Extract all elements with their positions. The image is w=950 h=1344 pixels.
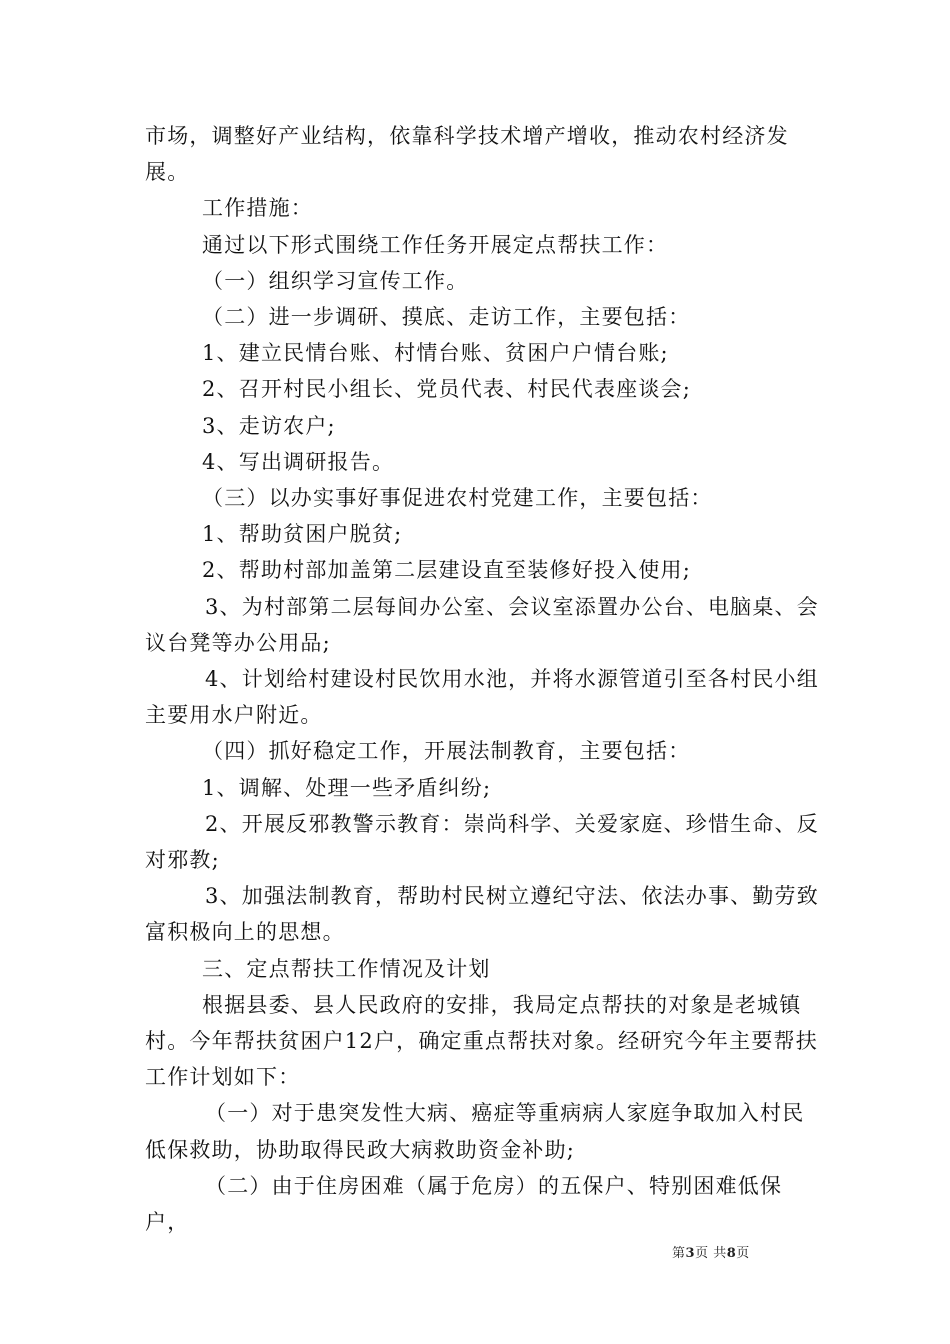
list-item: 3、为村部第二层每间办公室、会议室添置办公台、电脑桌、会议台凳等办公用品; (145, 594, 819, 655)
list-item: 3、加强法制教育，帮助村民树立遵纪守法、依法办事、勤劳致富积极向上的思想。 (145, 884, 819, 945)
paragraph-section-2: （二）进一步调研、摸底、走访工作，主要包括： (202, 305, 691, 330)
paragraph-section-3: （三）以办实事好事促进农村党建工作，主要包括： (202, 486, 713, 511)
list-item: 1、帮助贫困户脱贫; (202, 522, 403, 547)
paragraph-plan-intro: 根据县委、县人民政府的安排，我局定点帮扶的对象是老城镇村。今年帮扶贫困户12户，确定重点帮扶对象。经研究今年主要帮扶工作计划如下： (145, 992, 818, 1090)
page-number-footer (672, 1242, 750, 1261)
paragraph-market: 市场，调整好产业结构，依靠科学技术增产增收，推动农村经济发展。 (145, 124, 789, 185)
paragraph-measures-heading: 工作措施： (202, 196, 313, 221)
footer-middle: 页 共 (695, 1246, 727, 1261)
list-item: 1、调解、处理一些矛盾纠纷; (202, 775, 492, 800)
list-item: 3、走访农户; (202, 413, 336, 438)
list-item: 4、计划给村建设村民饮用水池，并将水源管道引至各村民小组主要用水户附近。 (145, 667, 819, 728)
list-item: 2、召开村民小组长、党员代表、村民代表座谈会; (202, 377, 692, 402)
document-body (145, 118, 825, 1240)
paragraph-plan-1: （一）对于患突发性大病、癌症等重病病人家庭争取加入村民低保救助，协助取得民政大病救助资金补助; (145, 1101, 805, 1162)
list-item: 4、写出调研报告。 (202, 449, 395, 474)
list-item: 2、开展反邪教警示教育：崇尚科学、关爱家庭、珍惜生命、反对邪教; (145, 811, 819, 873)
paragraph-section-1: （一）组织学习宣传工作。 (202, 268, 469, 293)
paragraph-plan-2: （二）由于住房困难（属于危房）的五保户、特别困难低保户， (145, 1173, 783, 1235)
footer-suffix: 页 (736, 1246, 750, 1261)
paragraph-intro: 通过以下形式围绕工作任务开展定点帮扶工作： (202, 232, 669, 257)
current-page-number: 3 (685, 1246, 696, 1261)
paragraph-section-4: （四）抓好稳定工作，开展法制教育，主要包括： (202, 739, 691, 764)
section-heading: 三、定点帮扶工作情况及计划 (202, 956, 491, 981)
footer-prefix: 第 (672, 1246, 686, 1261)
list-item: 2、帮助村部加盖第二层建设直至装修好投入使用; (202, 558, 692, 583)
list-item: 1、建立民情台账、村情台账、贫困户户情台账; (202, 341, 669, 366)
total-pages-number: 8 (726, 1246, 737, 1261)
